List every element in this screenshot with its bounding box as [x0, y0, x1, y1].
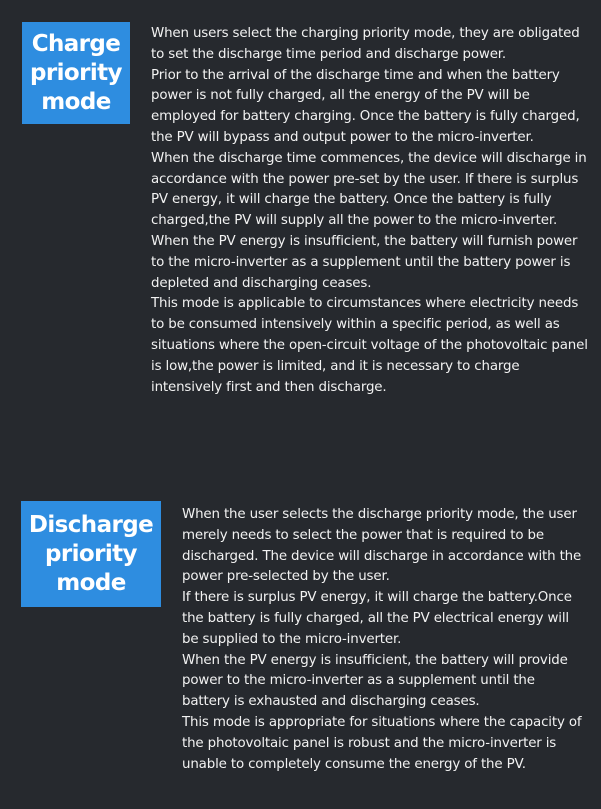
description-paragraph: When the discharge time commences, the device will discharge in accordance with the power pre-set by the user. If there is surplus PV energy, it will charge the battery. Once the battery is fully charged,the PV will supply all the power to the micro-inverter. [151, 150, 587, 229]
discharge-priority-description [182, 505, 586, 775]
description-paragraph: This mode is applicable to circumstances where electricity needs to be consumed intensively within a specific period, as well as situations where the open-circuit voltage of the photovoltaic panel is low,the power is limited, and it is necessary to charge intensively first and then discharge. [151, 296, 588, 395]
description-paragraph: Prior to the arrival of the discharge time and when the battery power is not fully charged, all the energy of the PV will be employed for battery charging. Once the battery is fully charged, the PV will bypass and output power to the micro-inverter. [151, 67, 580, 145]
badge-line: Discharge [28, 511, 154, 538]
badge-line: Charge [31, 30, 121, 57]
description-paragraph: If there is surplus PV energy, it will charge the battery.Once the battery is fully charged, all the PV electrical energy will be supplied to the micro-inverter. [182, 590, 572, 647]
badge-line: mode [56, 569, 126, 596]
charge-priority-badge [22, 22, 130, 124]
description-paragraph: When the PV energy is insufficient, the battery will furnish power to the micro-inverter as a supplement until the battery power is depleted and discharging ceases. [151, 233, 578, 291]
description-paragraph: When the user selects the discharge priority mode, the user merely needs to select the power that is required to be discharged. The device will discharge in accordance with the power pre-selected by the user. [182, 507, 582, 585]
description-paragraph: When the PV energy is insufficient, the battery will provide power to the micro-inverter as a supplement until the battery is exhausted and discharging ceases. [182, 652, 568, 710]
badge-line: mode [41, 88, 111, 115]
badge-line: priority [45, 540, 137, 567]
description-paragraph: This mode is appropriate for situations where the capacity of the photovoltaic panel is robust and the micro-inverter is unable to completely consume the energy of the PV. [182, 714, 582, 772]
discharge-priority-badge [21, 501, 161, 607]
charge-priority-description [151, 24, 591, 398]
description-paragraph: When users select the charging priority mode, they are obligated to set the discharge time period and discharge power. [151, 26, 580, 62]
badge-line: priority [30, 59, 122, 86]
